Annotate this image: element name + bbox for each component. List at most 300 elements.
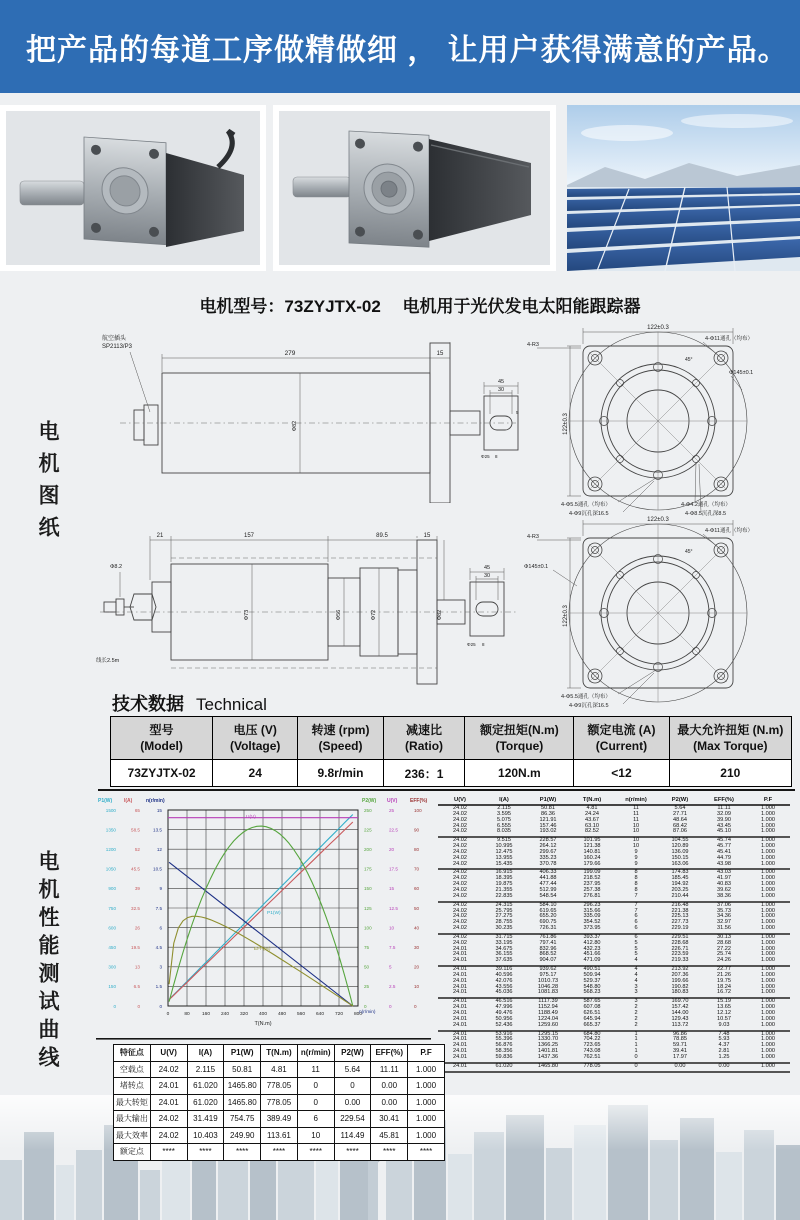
test-table-cell: 24.01 xyxy=(453,998,467,1005)
test-table-cell: 45.036 xyxy=(482,990,526,998)
test-table-cell: 157.42 xyxy=(671,1004,689,1011)
test-table-cell: 1.000 xyxy=(746,862,790,870)
test-table-cell: 7 xyxy=(634,907,638,914)
tech-col-header: 电压 (V) (Voltage) xyxy=(213,717,298,760)
test-table-cell: 11.11 xyxy=(717,805,731,811)
svg-text:4-R3: 4-R3 xyxy=(527,342,539,348)
x-tick-label: 240 xyxy=(220,1012,230,1017)
axis-tick-label: 0 xyxy=(137,1003,140,1009)
test-table-cell: 55.396 xyxy=(495,1036,513,1043)
summary-table-cell: 11.11 xyxy=(371,1061,408,1078)
svg-text:4-Φ5.5通孔（均布）: 4-Φ5.5通孔（均布） xyxy=(561,502,611,508)
test-table-cell: 9.515 xyxy=(497,837,511,844)
test-table-cell: 5.075 xyxy=(497,816,511,823)
summary-table-cell: **** xyxy=(224,1144,261,1161)
axis-tick-label: 1350 xyxy=(105,827,116,833)
test-table-cell: 96.86 xyxy=(673,1030,687,1037)
test-table-cell: 31.56 xyxy=(702,926,746,934)
test-table-cell: 1.000 xyxy=(761,1015,775,1022)
test-table-cell: 218.52 xyxy=(583,875,601,882)
test-table-cell: 24.02 xyxy=(453,810,467,817)
test-table-cell: 1224.04 xyxy=(537,1015,559,1022)
axis-title: P2(W) xyxy=(362,798,377,804)
svg-text:4-Φ11通孔（均布）: 4-Φ11通孔（均布） xyxy=(705,528,753,534)
tech-col-header: 型号 (Model) xyxy=(111,717,213,760)
test-table-cell: 24.01 xyxy=(438,958,482,966)
banner-slogan: 把产品的每道工序做精做细 ， 让用户获得满意的产品。 xyxy=(26,33,789,67)
axis-tick-label: 13.5 xyxy=(153,827,162,833)
test-table-cell: 237.95 xyxy=(583,881,601,888)
test-table-cell: 11 xyxy=(633,810,639,817)
test-col-header: P2(W) xyxy=(658,797,702,805)
svg-text:Φ72: Φ72 xyxy=(371,609,377,621)
building-silhouette xyxy=(546,1148,572,1220)
x-tick-label: 0 xyxy=(166,1012,170,1017)
summary-table-cell: 1.000 xyxy=(408,1078,445,1095)
test-table-cell: 63.10 xyxy=(585,822,599,829)
summary-table-cell: 31.419 xyxy=(187,1111,224,1128)
svg-text:Φ82: Φ82 xyxy=(437,609,443,621)
test-table-cell: 645.94 xyxy=(583,1015,601,1022)
test-table-cell: 24.02 xyxy=(453,907,467,914)
test-table-cell: 1.000 xyxy=(761,913,775,920)
test-table-cell: 40.596 xyxy=(495,971,513,978)
test-table-cell: 1.000 xyxy=(761,966,775,973)
svg-text:4-Φ9沉孔深16.5: 4-Φ9沉孔深16.5 xyxy=(569,703,609,708)
test-table-cell: 15.435 xyxy=(482,862,526,870)
axis-tick-label: 17.5 xyxy=(389,866,398,872)
axis-tick-label: 40 xyxy=(414,925,420,931)
test-table-cell: 24.01 xyxy=(453,1015,467,1022)
test-table-row xyxy=(438,998,790,1005)
axis-tick-label: 50 xyxy=(364,964,370,970)
x-tick-label: 160 xyxy=(201,1012,211,1017)
summary-col-header: I(A) xyxy=(187,1045,224,1062)
summary-table-cell: 1465.80 xyxy=(224,1094,261,1111)
test-table-cell: 4 xyxy=(634,971,638,978)
test-table-cell: 257.38 xyxy=(583,886,601,893)
test-table-cell: 199.66 xyxy=(671,977,689,984)
svg-text:8: 8 xyxy=(482,642,485,647)
summary-row-label: 空载点 xyxy=(114,1061,151,1078)
test-table-cell: 43.556 xyxy=(495,983,513,990)
summary-table-cell: 0 xyxy=(297,1094,334,1111)
axis-tick-label: 450 xyxy=(108,945,116,950)
test-table-cell: 34.36 xyxy=(717,913,731,920)
drawing-front-view-bottom xyxy=(523,508,795,708)
summary-table-row xyxy=(114,1061,445,1078)
x-tick-label: 80 xyxy=(184,1012,190,1017)
drawing-side-view-bottom xyxy=(92,512,522,692)
summary-table-cell: 0.00 xyxy=(334,1094,371,1111)
test-table-cell: 46.516 xyxy=(495,998,513,1005)
axis-tick-label: 6 xyxy=(159,925,162,931)
test-table-cell: 19.75 xyxy=(717,977,731,984)
test-table-cell: 10 xyxy=(614,829,658,837)
summary-table-cell: 1.000 xyxy=(408,1127,445,1144)
test-table-cell: 1152.94 xyxy=(538,1004,558,1011)
svg-text:15: 15 xyxy=(423,533,431,539)
test-table-cell: 1.000 xyxy=(761,881,775,888)
axis-tick-label: 65 xyxy=(134,807,140,813)
summary-row-label: 最大转矩 xyxy=(114,1094,151,1111)
test-table-cell: 24.02 xyxy=(453,805,467,811)
axis-tick-label: 58.5 xyxy=(131,827,140,833)
test-table-cell: 1295.15 xyxy=(537,1030,559,1037)
svg-text:4-Φ5.5通孔（均布）: 4-Φ5.5通孔（均布） xyxy=(561,694,611,700)
svg-text:Φ73: Φ73 xyxy=(244,609,250,621)
axis-title: U(V) xyxy=(387,798,398,804)
test-table-cell: 45.10 xyxy=(702,829,746,837)
test-table-cell: 1.000 xyxy=(761,854,775,861)
test-table-cell: 49.476 xyxy=(495,1010,513,1016)
curve-label: n(r/min) xyxy=(359,1010,376,1015)
test-table-cell: 86.36 xyxy=(541,810,555,817)
motor-photo-2 xyxy=(273,105,556,271)
top-banner xyxy=(0,0,800,93)
test-table-cell: 16.72 xyxy=(702,990,746,998)
summary-table-cell: **** xyxy=(261,1144,298,1161)
summary-col-header: 特征点 xyxy=(114,1045,151,1062)
svg-text:122±0.3: 122±0.3 xyxy=(647,517,669,523)
test-table-cell: 45.41 xyxy=(717,848,731,855)
test-table-cell: 723.65 xyxy=(583,1042,601,1049)
test-table-cell: 1.25 xyxy=(702,1055,746,1063)
test-table-cell: 22.835 xyxy=(482,894,526,902)
summary-table-cell: 30.41 xyxy=(371,1111,408,1128)
test-table-cell: 12.12 xyxy=(717,1010,731,1016)
test-table-cell: 18.24 xyxy=(717,983,731,990)
svg-text:8: 8 xyxy=(495,454,498,459)
summary-table-row xyxy=(114,1144,445,1161)
axis-tick-label: 10 xyxy=(414,984,420,990)
summary-table-cell: **** xyxy=(297,1144,334,1161)
test-table-cell: 13.955 xyxy=(495,854,513,861)
test-table-row xyxy=(438,902,790,909)
test-table-cell: 24.01 xyxy=(453,1010,467,1016)
test-table-cell: 24.315 xyxy=(495,901,513,908)
test-col-header: U(V) xyxy=(438,797,482,805)
building-silhouette xyxy=(316,1150,338,1220)
test-table-cell: 7 xyxy=(614,894,658,902)
test-table-cell: 1 xyxy=(634,1042,638,1049)
test-table-cell: 10 xyxy=(632,843,640,850)
summary-table-cell: 45.81 xyxy=(371,1127,408,1144)
summary-table-cell: 2.115 xyxy=(187,1061,224,1078)
test-table-cell: 24.02 xyxy=(453,854,467,861)
building-silhouette xyxy=(56,1165,74,1220)
summary-table-cell: 229.54 xyxy=(334,1111,371,1128)
test-table-cell: 1.000 xyxy=(761,901,775,908)
test-table-cell: 194.92 xyxy=(671,881,689,888)
test-table-cell: 21.26 xyxy=(717,971,731,978)
test-table-cell: 1.000 xyxy=(761,837,775,844)
test-table-cell: 42.076 xyxy=(495,977,513,984)
performance-curves-chart xyxy=(96,794,434,1042)
test-table-cell: 778.05 xyxy=(570,1063,614,1072)
test-table-cell: 2.115 xyxy=(497,805,511,811)
axis-tick-label: 7.5 xyxy=(389,945,396,950)
test-table-cell: 299.67 xyxy=(539,848,557,855)
test-table-cell: 3.595 xyxy=(497,810,511,817)
summary-table-cell: 0 xyxy=(297,1078,334,1095)
test-table-cell: 185.45 xyxy=(671,875,689,882)
svg-text:航空插头: 航空插头 xyxy=(102,336,127,342)
summary-table-row xyxy=(114,1094,445,1111)
test-table-cell: 1 xyxy=(634,1030,638,1037)
test-table-cell: 24.02 xyxy=(453,869,467,876)
test-table-cell: 36.155 xyxy=(495,951,513,958)
test-table-cell: 0 xyxy=(614,1055,658,1063)
axis-tick-label: 750 xyxy=(108,905,116,911)
building-silhouette xyxy=(76,1150,102,1220)
tech-col-header: 额定扭矩(N.m) (Torque) xyxy=(465,717,574,760)
test-table-cell: 1081.83 xyxy=(526,990,570,998)
test-col-header: I(A) xyxy=(482,797,526,805)
test-table-cell: 5 xyxy=(634,945,638,952)
test-table-cell: 548.54 xyxy=(526,894,570,902)
test-table-cell: 726.31 xyxy=(526,926,570,934)
tech-data-row xyxy=(111,760,792,787)
summary-table-cell: 24.01 xyxy=(150,1078,187,1095)
test-table-cell: 315.66 xyxy=(583,907,601,914)
summary-col-header: P1(W) xyxy=(224,1045,261,1062)
test-table-cell: 53.916 xyxy=(495,1030,513,1037)
test-table-cell: 975.17 xyxy=(539,971,557,978)
axis-tick-label: 9 xyxy=(159,886,162,892)
test-table-cell: 406.33 xyxy=(539,869,557,876)
summary-table-cell: 5.64 xyxy=(334,1061,371,1078)
axis-tick-label: 900 xyxy=(108,886,116,892)
series-P1(W) xyxy=(169,815,353,1000)
test-table-cell: 1.000 xyxy=(746,990,790,998)
test-table-cell: 227.73 xyxy=(671,919,689,926)
test-table-cell: 44.79 xyxy=(717,854,731,861)
summary-col-header: P.F xyxy=(408,1045,445,1062)
test-table-cell: 432.23 xyxy=(583,945,601,952)
summary-table-cell: 0.00 xyxy=(371,1078,408,1095)
test-table-cell: 24.02 xyxy=(453,822,467,829)
test-table-cell: 1117.39 xyxy=(538,998,558,1005)
test-table-cell: 68.42 xyxy=(673,822,687,829)
test-table-cell: 1.000 xyxy=(761,869,775,876)
test-table-cell: 8.035 xyxy=(482,829,526,837)
tech-col-header: 转速 (rpm) (Speed) xyxy=(298,717,383,760)
test-table-cell: 45.77 xyxy=(717,843,731,850)
test-table-row xyxy=(438,1023,790,1031)
test-table-cell: 41.97 xyxy=(717,875,731,882)
test-table-row xyxy=(438,862,790,870)
axis-tick-label: 15 xyxy=(389,886,395,892)
test-table-cell: 199.09 xyxy=(583,869,601,876)
building-silhouette xyxy=(0,1160,22,1220)
test-table-row xyxy=(438,837,790,844)
test-table-cell: 1.000 xyxy=(761,998,775,1005)
test-table-cell: 5 xyxy=(634,939,638,946)
test-table-cell: 276.81 xyxy=(570,894,614,902)
summary-table-row xyxy=(114,1111,445,1128)
test-table-cell: 219.33 xyxy=(658,958,702,966)
test-table-cell: 6 xyxy=(634,919,638,926)
svg-text:45: 45 xyxy=(497,379,505,385)
test-table-cell: 6 xyxy=(614,926,658,934)
building-silhouette xyxy=(716,1152,742,1220)
tech-col-header: 最大允许扭矩 (N.m) (Max Torque) xyxy=(669,717,791,760)
test-table-cell: 5.93 xyxy=(718,1036,730,1043)
summary-table-cell: 114.49 xyxy=(334,1127,371,1144)
test-table-cell: 1330.70 xyxy=(537,1036,559,1043)
test-table-cell: 24.02 xyxy=(453,913,467,920)
summary-table-cell: **** xyxy=(408,1144,445,1161)
test-table-cell: 9 xyxy=(614,862,658,870)
test-table-cell: 13.65 xyxy=(717,1004,731,1011)
test-table-cell: 24.02 xyxy=(453,919,467,926)
test-table-cell: 412.80 xyxy=(583,939,601,946)
test-table-cell: 762.51 xyxy=(570,1055,614,1063)
test-table-cell: 1.000 xyxy=(761,848,775,855)
test-table-cell: 1 xyxy=(634,1036,638,1043)
section-divider xyxy=(98,789,795,791)
test-table-cell: 2 xyxy=(614,1023,658,1031)
test-table-cell: 4 xyxy=(614,958,658,966)
svg-text:4-Φ9沉孔深16.5: 4-Φ9沉孔深16.5 xyxy=(569,511,609,516)
test-table-cell: 228.68 xyxy=(671,939,689,946)
tech-col-header: 减速比 (Ratio) xyxy=(383,717,465,760)
model-title: 电机型号：73ZYJTX-02 电机用于光伏发电太阳能跟踪器 xyxy=(199,297,641,316)
test-table-cell: 24.01 xyxy=(453,983,467,990)
test-table-row xyxy=(438,805,790,812)
test-table-row xyxy=(438,1063,790,1072)
test-table-cell: 619.65 xyxy=(539,907,557,914)
axis-tick-label: 2.5 xyxy=(389,984,396,990)
svg-text:30: 30 xyxy=(483,573,491,579)
test-table-row xyxy=(438,829,790,837)
svg-text:4-R3: 4-R3 xyxy=(527,534,539,540)
svg-text:89.5: 89.5 xyxy=(376,533,388,539)
test-table-cell: 24.02 xyxy=(453,875,467,882)
test-table-cell: 10 xyxy=(632,822,640,829)
test-table-cell: 393.37 xyxy=(583,933,601,940)
series-EFF(%) xyxy=(169,916,353,1006)
test-table-cell: 370.78 xyxy=(526,862,570,870)
test-table-cell: 3 xyxy=(634,998,638,1005)
test-table-cell: 8 xyxy=(634,869,638,876)
test-table-cell: 1.000 xyxy=(746,1055,790,1063)
axis-tick-label: 10 xyxy=(389,925,395,931)
test-table-cell: 40.83 xyxy=(717,881,731,888)
test-table-cell: 868.52 xyxy=(539,951,557,958)
summary-table-cell: 11 xyxy=(297,1061,334,1078)
test-table-cell: 1.000 xyxy=(761,945,775,952)
test-table-cell: 904.07 xyxy=(526,958,570,966)
summary-table-cell: 0 xyxy=(334,1078,371,1095)
test-table-cell: 24.01 xyxy=(453,945,467,952)
test-table-cell: 144.00 xyxy=(671,1010,689,1016)
test-table-cell: 16.915 xyxy=(495,869,513,876)
axis-tick-label: 175 xyxy=(364,866,372,872)
test-table-cell: 39.41 xyxy=(673,1048,687,1055)
test-table-cell: 39.90 xyxy=(717,816,731,823)
summary-table-cell: 1.000 xyxy=(408,1094,445,1111)
summary-table-cell: 6 xyxy=(297,1111,334,1128)
svg-text:Φ82: Φ82 xyxy=(292,420,298,432)
test-table-cell: 655.20 xyxy=(539,913,557,920)
test-col-header: P1(W) xyxy=(526,797,570,805)
test-table-cell: 1.000 xyxy=(761,843,775,850)
axis-tick-label: 200 xyxy=(364,847,372,852)
test-table-cell: 690.75 xyxy=(539,919,557,926)
test-table-cell: 1.000 xyxy=(761,939,775,946)
test-table-cell: 1.000 xyxy=(761,977,775,984)
test-table-cell: 33.195 xyxy=(495,939,513,946)
summary-col-header: U(V) xyxy=(150,1045,187,1062)
test-table-cell: 490.51 xyxy=(583,966,601,973)
svg-text:4-Φ8.5沉孔深8.5: 4-Φ8.5沉孔深8.5 xyxy=(685,511,727,516)
test-table-cell: 48.64 xyxy=(673,816,687,823)
test-table-cell: 17.97 xyxy=(658,1055,702,1063)
axis-tick-label: 1050 xyxy=(105,866,116,872)
axis-title: n(r/min) xyxy=(146,798,165,804)
axis-tick-label: 26 xyxy=(134,925,140,931)
test-table-cell: 52.436 xyxy=(482,1023,526,1031)
test-table-cell: 12.475 xyxy=(495,848,513,855)
summary-table-cell: **** xyxy=(150,1144,187,1161)
test-table-cell: 228.57 xyxy=(539,837,557,844)
test-table-cell: 24.26 xyxy=(702,958,746,966)
x-tick-label: 640 xyxy=(315,1012,325,1017)
test-table-cell: 1437.36 xyxy=(526,1055,570,1063)
axis-tick-label: 10.5 xyxy=(153,866,162,872)
test-table-cell: 39.62 xyxy=(717,886,731,893)
test-table-cell: 213.92 xyxy=(671,966,689,973)
test-table-cell: 7.48 xyxy=(718,1030,730,1037)
test-table-cell: 174.83 xyxy=(671,869,689,876)
test-table-row xyxy=(438,869,790,876)
test-table-cell: 27.275 xyxy=(495,913,513,920)
axis-tick-label: 125 xyxy=(364,905,372,911)
test-table-cell: 2 xyxy=(634,1004,638,1011)
summary-row-label: 堵转点 xyxy=(114,1078,151,1095)
series-n(r/min) xyxy=(169,862,353,1006)
test-table-cell: 9.03 xyxy=(702,1023,746,1031)
axis-tick-label: 60 xyxy=(414,886,420,892)
test-table-cell: 24.01 xyxy=(453,1030,467,1037)
test-table-cell: 1.000 xyxy=(746,1063,790,1072)
test-table-cell: 4 xyxy=(634,977,638,984)
axis-tick-label: 39 xyxy=(134,886,140,892)
test-table-cell: 27.71 xyxy=(673,810,687,817)
test-table-cell: 78.85 xyxy=(673,1036,687,1043)
test-table-cell: 24.01 xyxy=(438,1023,482,1031)
test-col-header: EFF(%) xyxy=(702,797,746,805)
test-table-cell: 1.000 xyxy=(746,1023,790,1031)
test-table-cell: 1.000 xyxy=(746,894,790,902)
axis-tick-label: 250 xyxy=(364,807,372,813)
test-table-cell: 8 xyxy=(634,875,638,882)
test-table-cell: 207.36 xyxy=(671,971,689,978)
summary-table-cell: 778.05 xyxy=(261,1094,298,1111)
svg-text:279: 279 xyxy=(284,350,296,357)
test-table-cell: 163.06 xyxy=(658,862,702,870)
svg-text:Φ145±0.1: Φ145±0.1 xyxy=(729,370,754,376)
test-table-cell: 24.02 xyxy=(453,886,467,893)
solar-farm-image xyxy=(567,105,800,271)
test-table-cell: 4 xyxy=(634,966,638,973)
x-tick-label: 320 xyxy=(239,1012,249,1017)
section-label-drawings: 电机图纸 xyxy=(36,420,59,548)
test-table-cell: 24.01 xyxy=(453,977,467,984)
test-table-cell: 3 xyxy=(634,983,638,990)
